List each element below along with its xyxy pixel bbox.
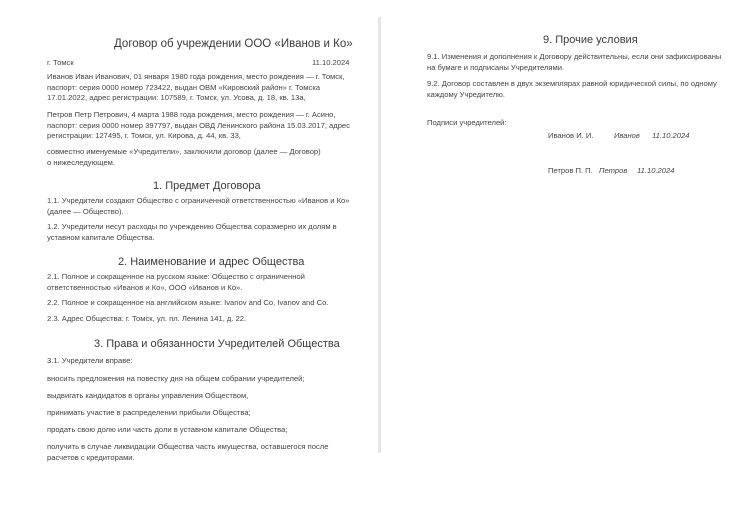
section1-p2-line-1: 1.2. Учредители несут расходы по учреждению Общества соразмерно их долям в <box>47 222 337 231</box>
section3-item-5-line-1: получить в случае ликвидации Общества часть имущества, оставшегося после <box>47 442 329 451</box>
signature-2-date: 11.10.2024 <box>637 166 675 175</box>
party1-line-3: 17.01.2022, адрес регистрации: 107589, г. Томск, ул. Усова, д. 18, кв. 13а, <box>47 93 306 102</box>
page-divider <box>378 17 381 453</box>
section9-p2-line-1: 9.2. Договор составлен в двух экземплярах равной юридической силы, по одному <box>427 79 717 88</box>
section2-heading: 2. Наименование и адрес Общества <box>118 256 305 268</box>
section2-p1-line-2: ответственностью «Иванов и Ко», ООО «Иванов и Ко». <box>47 282 243 292</box>
section9-p1-line-2: на бумаге и подписаны Учредителями. <box>427 62 565 72</box>
section3-item-3: принимать участие в распределении прибыли Общества; <box>47 408 251 417</box>
section1-p2-line-2: уставном капитале Общества. <box>47 232 155 242</box>
party2-line-2: паспорт: серия 0000 номер 397797, выдан ОВД Ленинского района 15.03.2017, адрес <box>47 120 350 130</box>
preamble-line-1: совместно именуемые «Учредители», заключили договор (далее — Договор) <box>47 147 321 156</box>
party1-line-1: Иванов Иван Иванович, 01 января 1980 года рождения, место рождения — г. Томск, <box>47 72 345 81</box>
section1-p1-line-1: 1.1. Учредители создают Общество с ограниченной ответственностью «Иванов и Ко» <box>47 196 350 205</box>
section1-p1-line-2: (далее — Общество). <box>47 206 124 216</box>
section9-heading: 9. Прочие условия <box>543 34 638 46</box>
signature-1-date: 11.10.2024 <box>652 131 690 140</box>
document-city: г. Томск <box>47 58 74 67</box>
preamble-line-2: о нижеследующем. <box>47 157 115 167</box>
section2-p3: 2.3. Адрес Общества: г. Томск, ул. пл. Ленина 141, д. 22. <box>47 314 247 323</box>
section3-item-4: продать свою долю или часть доли в уставном капитале Общества; <box>47 425 288 434</box>
section2-p2: 2.2. Полное и сокращенное на английском языке: Ivanov and Co, Ivanov and Co. <box>47 298 329 307</box>
signature-2-sign: Петров <box>599 166 628 175</box>
signature-1-name: Иванов И. И. <box>548 131 594 140</box>
section3-heading: 3. Права и обязанности Учредителей Общества <box>94 338 340 350</box>
section3-item-1: вносить предложения на повестку дня на общем собрании учредителей; <box>47 374 305 383</box>
party1-line-2: паспорт: серия 0000 номер 723422, выдан ОВМ «Кировский район» г. Томска <box>47 82 321 92</box>
section3-item-5-line-2: расчетов с кредиторами. <box>47 452 135 462</box>
section1-heading: 1. Предмет Договора <box>153 180 261 192</box>
signature-2-name: Петров П. П. <box>548 166 593 175</box>
document-title: Договор об учреждении ООО «Иванов и Ко» <box>114 38 353 50</box>
section9-p1-line-1: 9.1. Изменения и дополнения к Договору действительны, если они зафиксированы <box>427 52 722 61</box>
party2-line-1: Петров Петр Петрович, 4 марта 1988 года рождения, место рождения — г. Асино, <box>47 110 336 119</box>
section2-p1-line-1: 2.1. Полное и сокращенное на русском языке: Общество с ограниченной <box>47 272 305 281</box>
section3-item-2: выдвигать кандидатов в органы управления Обществом, <box>47 391 249 400</box>
signature-1-sign: Иванов <box>614 131 640 140</box>
party2-line-3: регистрации: 127495, г. Томск, ул. Кирова, д. 44, кв. 33, <box>47 131 241 140</box>
signatures-label: Подписи учредителей: <box>427 118 507 127</box>
document-date: 11.10.2024 <box>312 58 350 67</box>
section9-p2-line-2: каждому Учредителю. <box>427 89 505 99</box>
section3-intro: 3.1. Учредители вправе: <box>47 356 133 365</box>
